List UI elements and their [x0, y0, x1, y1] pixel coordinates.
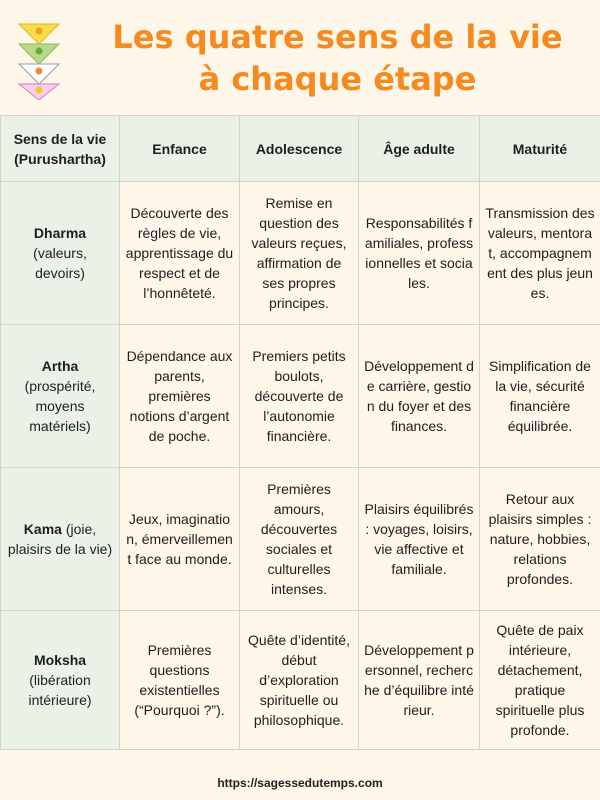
header — [0, 0, 600, 115]
row-name: Artha — [41, 358, 79, 374]
footer-url[interactable]: https://sagessedutemps.com — [217, 776, 383, 790]
row-name: Kama — [23, 521, 62, 537]
row-label-kama — [1, 468, 120, 611]
cell-kama-adulte: Plaisirs équilibrés : voyages, loisirs, vie affective et familiale. — [359, 468, 480, 611]
cell-dharma-maturite: Transmission des valeurs, mentorat, accompagnement des plus jeunes. — [480, 182, 600, 325]
cell-artha-enfance: Dépendance aux parents, premières notions d’argent de poche. — [120, 325, 240, 468]
title-line-1: Les quatre sens de la vie — [112, 18, 563, 56]
cell-artha-maturite: Simplification de la vie, sécurité financière équilibrée. — [480, 325, 600, 468]
purushartha-table — [0, 115, 600, 750]
header-maturite: Maturité — [480, 116, 600, 182]
header-sens-de-la-vie — [1, 116, 120, 182]
cell-dharma-enfance: Découverte des règles de vie, apprentissage du respect et de l’honnêteté. — [120, 182, 240, 325]
row-name: Dharma — [33, 225, 87, 241]
cell-moksha-adulte: Développement personnel, recherche d’équilibre intérieur. — [359, 611, 480, 750]
cell-dharma-adulte: Responsabilités familiales, professionnelles et sociales. — [359, 182, 480, 325]
title-line-2: à chaque étape — [198, 60, 477, 98]
cell-dharma-adolescence: Remise en question des valeurs reçues, affirmation de ses propres principes. — [240, 182, 359, 325]
header-col0-line2: (Purushartha) — [14, 150, 106, 167]
cell-moksha-enfance: Premières questions existentielles (“Pourquoi ?”). — [120, 611, 240, 750]
cell-kama-maturite: Retour aux plaisirs simples : nature, hobbies, relations profondes. — [480, 468, 600, 611]
cell-artha-adolescence: Premiers petits boulots, découverte de l’autonomie financière. — [240, 325, 359, 468]
row-label-moksha — [1, 611, 120, 750]
table-row-kama — [1, 468, 600, 611]
cell-kama-enfance: Jeux, imagination, émerveillement face au monde. — [120, 468, 240, 611]
row-desc: (libération intérieure) — [28, 672, 92, 708]
cell-moksha-adolescence: Quête d’identité, début d’exploration spirituelle ou philosophique. — [240, 611, 359, 750]
table-row-moksha — [1, 611, 600, 750]
header-col0-line1: Sens de la vie — [13, 130, 107, 147]
row-label-artha — [1, 325, 120, 468]
header-age-adulte: Âge adulte — [359, 116, 480, 182]
chakra-triangles-logo — [16, 22, 62, 100]
table-row-artha — [1, 325, 600, 468]
header-adolescence: Adolescence — [240, 116, 359, 182]
row-desc: (valeurs, devoirs) — [33, 245, 87, 281]
row-label-dharma — [1, 182, 120, 325]
cell-moksha-maturite: Quête de paix intérieure, détachement, pratique spirituelle plus profonde. — [480, 611, 600, 750]
header-enfance: Enfance — [120, 116, 240, 182]
table-row-dharma — [1, 182, 600, 325]
cell-kama-adolescence: Premières amours, découvertes sociales et culturelles intenses. — [240, 468, 359, 611]
row-desc: (joie, plaisirs de la vie) — [7, 521, 113, 557]
row-desc: (prospérité, moyens matériels) — [24, 378, 96, 434]
cell-artha-adulte: Développement de carrière, gestion du foyer et des finances. — [359, 325, 480, 468]
row-name: Moksha — [33, 652, 87, 668]
page-title — [75, 16, 600, 100]
table-header-row — [1, 116, 600, 182]
